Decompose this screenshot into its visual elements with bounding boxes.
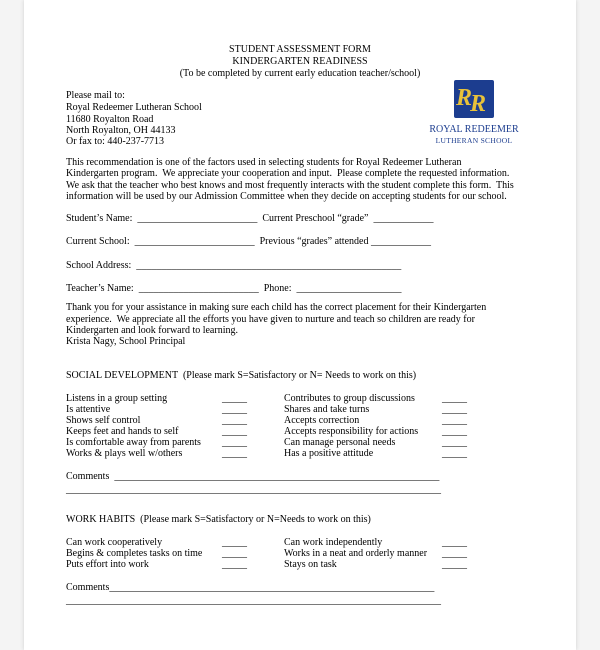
logo-name: ROYAL REDEEMER — [429, 124, 519, 135]
intro-line: Kindergarten program. We appreciate your cooperation and input. Please complete the requested information. — [66, 168, 510, 179]
field-teacher-name[interactable]: Teacher’s Name: ________________________ Phone: _____________________ — [66, 283, 402, 294]
work-comments-field[interactable]: Comments_________________________________________________________________ — [66, 582, 435, 593]
mail-line: North Royalton, OH 44133 — [66, 125, 176, 136]
work-comments-line[interactable]: ___________________________________________________________________________ — [66, 595, 441, 606]
rating-blank[interactable]: _____ — [442, 415, 467, 426]
mail-line: 11680 Royalton Road — [66, 114, 154, 125]
school-logo — [424, 80, 524, 152]
rating-blank[interactable]: _____ — [222, 537, 247, 548]
work-item: Can work cooperatively — [66, 537, 163, 548]
rating-blank[interactable]: _____ — [442, 404, 467, 415]
social-item: Is attentive — [66, 404, 111, 415]
field-student-name[interactable]: Student’s Name: ________________________ Current Preschool “grade” ____________ — [66, 213, 434, 224]
work-item: Begins & completes tasks on time — [66, 548, 203, 559]
social-item: Can manage personal needs — [284, 437, 396, 448]
social-item: Works & plays well w/others — [66, 448, 183, 459]
work-item: Works in a neat and orderly manner — [284, 548, 428, 559]
rating-blank[interactable]: _____ — [222, 415, 247, 426]
form-title: STUDENT ASSESSMENT FORM — [229, 44, 371, 55]
thanks-line: Thank you for your assistance in making sure each child has the correct placement for their Kindergarten — [66, 302, 487, 313]
rating-blank[interactable]: _____ — [222, 559, 247, 570]
social-heading: SOCIAL DEVELOPMENT (Please mark S=Satisfactory or N= Needs to work on this) — [66, 370, 417, 381]
social-item: Keeps feet and hands to self — [66, 426, 179, 437]
form-note: (To be completed by current early education teacher/school) — [179, 68, 421, 79]
form-subtitle: KINDERGARTEN READINESS — [232, 56, 368, 67]
rating-blank[interactable]: _____ — [442, 393, 467, 404]
work-heading: WORK HABITS (Please mark S=Satisfactory or N=Needs to work on this) — [66, 514, 371, 525]
work-item: Can work independently — [284, 537, 383, 548]
thanks-line: Kindergarten and look forward to learning. — [66, 325, 238, 336]
rating-blank[interactable]: _____ — [442, 426, 467, 437]
work-item: Puts effort into work — [66, 559, 149, 570]
mail-label: Please mail to: — [66, 90, 125, 101]
rating-blank[interactable]: _____ — [442, 437, 467, 448]
rating-blank[interactable]: _____ — [222, 548, 247, 559]
field-school-address[interactable]: School Address: _____________________________________________________ — [66, 260, 402, 271]
thanks-line: experience. We appreciate all the efforts you have given to nurture and teach so children are ready for — [66, 314, 475, 325]
rating-blank[interactable]: _____ — [442, 559, 467, 570]
assessment-form-page — [24, 0, 576, 650]
social-item: Contributes to group discussions — [284, 393, 415, 404]
mail-line: Royal Redeemer Lutheran School — [66, 102, 202, 113]
social-item: Shares and take turns — [284, 404, 370, 415]
social-item: Accepts responsibility for actions — [284, 426, 419, 437]
rating-blank[interactable]: _____ — [222, 437, 247, 448]
logo-monogram-icon: R R — [454, 80, 494, 118]
rating-blank[interactable]: _____ — [442, 448, 467, 459]
social-item: Listens in a group setting — [66, 393, 168, 404]
logo-subname: LUTHERAN SCHOOL — [435, 136, 513, 145]
rating-blank[interactable]: _____ — [222, 404, 247, 415]
field-current-school[interactable]: Current School: ________________________ Previous “grades” attended ____________ — [66, 236, 431, 247]
social-comments-field[interactable]: Comments _________________________________________________________________ — [66, 471, 440, 482]
social-comments-line[interactable]: ___________________________________________________________________________ — [66, 484, 441, 495]
intro-line: We ask that the teacher who best knows and most frequently interacts with the student complete this form. This — [66, 180, 514, 191]
social-item: Accepts correction — [284, 415, 360, 426]
rating-blank[interactable]: _____ — [222, 393, 247, 404]
rating-blank[interactable]: _____ — [442, 548, 467, 559]
rating-blank[interactable]: _____ — [222, 448, 247, 459]
rating-blank[interactable]: _____ — [222, 426, 247, 437]
social-item: Has a positive attitude — [284, 448, 374, 459]
rating-blank[interactable]: _____ — [442, 537, 467, 548]
social-item: Shows self control — [66, 415, 141, 426]
intro-line: information will be used by our Admission Committee when they decide on accepting students for our school. — [66, 191, 507, 202]
work-item: Stays on task — [284, 559, 337, 570]
mail-line: Or fax to: 440-237-7713 — [66, 136, 165, 147]
intro-line: This recommendation is one of the factors used in selecting students for Royal Redeemer Lutheran — [66, 157, 462, 168]
signature-line: Krista Nagy, School Principal — [66, 336, 186, 347]
social-item: Is comfortable away from parents — [66, 437, 201, 448]
